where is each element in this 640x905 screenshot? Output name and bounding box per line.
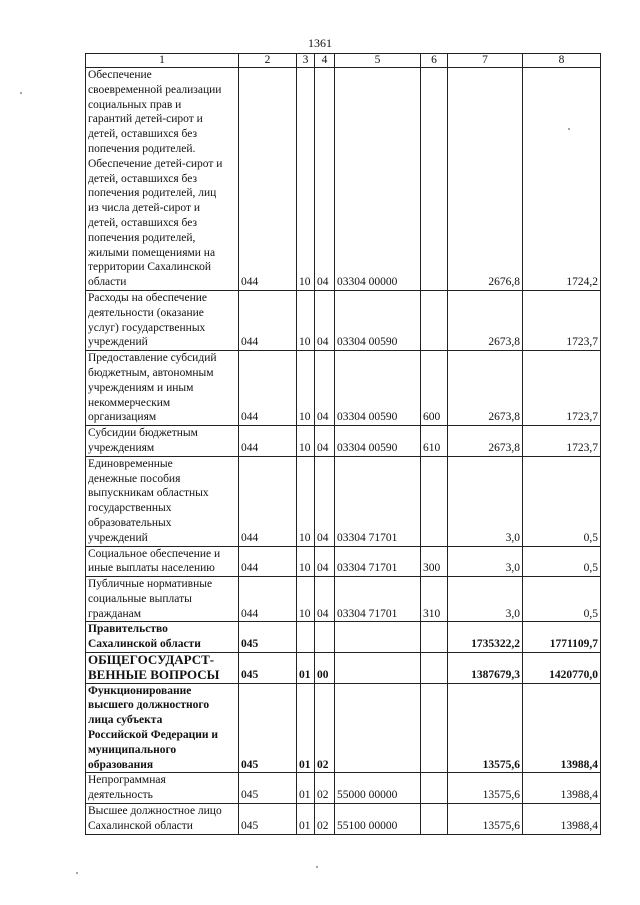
cell-c6: 310 [421, 577, 448, 622]
row-name-cell [86, 456, 239, 546]
column-header: 8 [523, 54, 601, 68]
cell-c6 [421, 653, 448, 684]
cell-c5: 55100 00000 [335, 804, 421, 835]
row-name-line: деятельность [88, 789, 153, 802]
cell-c5: 55000 00000 [335, 773, 421, 804]
cell-c4: 02 [315, 773, 335, 804]
cell-c2: 045 [239, 622, 297, 653]
table-row [86, 622, 601, 653]
row-name-cell [86, 426, 239, 457]
cell-c2: 044 [239, 577, 297, 622]
cell-c5 [335, 683, 421, 773]
cell-c4: 04 [315, 290, 335, 350]
cell-c2: 044 [239, 426, 297, 457]
table-row [86, 683, 601, 773]
cell-c6: 610 [421, 426, 448, 457]
row-name-line: Предоставление субсидий [88, 352, 217, 365]
cell-c5: 03304 00590 [335, 426, 421, 457]
cell-c3: 10 [297, 68, 315, 291]
table-row [86, 426, 601, 457]
cell-c8: 1723,7 [523, 290, 601, 350]
cell-c7: 13575,6 [448, 683, 523, 773]
cell-c7: 2673,8 [448, 351, 523, 426]
cell-c8: 1724,2 [523, 68, 601, 291]
cell-c7: 13575,6 [448, 804, 523, 835]
cell-c7: 3,0 [448, 456, 523, 546]
cell-c5: 03304 00000 [335, 68, 421, 291]
row-name-line: жилыми помещениями на [88, 246, 216, 259]
cell-c8: 0,5 [523, 546, 601, 577]
row-name-line: учреждениям и иным [88, 381, 194, 394]
cell-c3: 01 [297, 683, 315, 773]
cell-c3: 10 [297, 426, 315, 457]
cell-c3: 01 [297, 804, 315, 835]
scan-speck [316, 866, 318, 868]
row-name-line: муниципального [88, 743, 177, 756]
row-name-line: социальные выплаты [88, 592, 192, 605]
cell-c2: 045 [239, 653, 297, 684]
cell-c8: 13988,4 [523, 773, 601, 804]
row-name-line: Сахалинской области [88, 638, 201, 651]
row-name-line: детей, оставшихся без [88, 172, 198, 185]
cell-c8: 13988,4 [523, 804, 601, 835]
cell-c2: 044 [239, 456, 297, 546]
cell-c7: 2673,8 [448, 290, 523, 350]
cell-c4: 04 [315, 426, 335, 457]
row-name-line: организациям [88, 411, 157, 424]
cell-c7: 13575,6 [448, 773, 523, 804]
cell-c4: 04 [315, 546, 335, 577]
row-name-line: учреждений [88, 531, 148, 544]
cell-c7: 1735322,2 [448, 622, 523, 653]
table-row [86, 653, 601, 684]
table-body [86, 54, 601, 835]
column-header: 1 [86, 54, 239, 68]
cell-c2: 044 [239, 68, 297, 291]
cell-c3: 10 [297, 456, 315, 546]
row-name-line: образования [88, 758, 154, 771]
cell-c3: 10 [297, 351, 315, 426]
cell-c8: 1771109,7 [523, 622, 601, 653]
table-row [86, 351, 601, 426]
cell-c7: 1387679,3 [448, 653, 523, 684]
cell-c3: 10 [297, 577, 315, 622]
cell-c6 [421, 683, 448, 773]
cell-c3 [297, 622, 315, 653]
row-name-line: Высшее должностное лицо [88, 805, 222, 818]
cell-c6 [421, 804, 448, 835]
row-name-line: бюджетным, автономным [88, 366, 214, 379]
column-header: 3 [297, 54, 315, 68]
cell-c4: 02 [315, 683, 335, 773]
table-row [86, 773, 601, 804]
row-name-line: иные выплаты населению [88, 562, 215, 575]
cell-c8: 1420770,0 [523, 653, 601, 684]
cell-c3: 10 [297, 290, 315, 350]
cell-c2: 044 [239, 351, 297, 426]
cell-c6 [421, 456, 448, 546]
cell-c5: 03304 71701 [335, 456, 421, 546]
cell-c5: 03304 00590 [335, 290, 421, 350]
row-name-line: государственных [88, 502, 172, 515]
cell-c5: 03304 71701 [335, 577, 421, 622]
row-name-line: Расходы на обеспечение [88, 291, 207, 304]
row-name-line: гражданам [88, 607, 142, 620]
cell-c5: 03304 00590 [335, 351, 421, 426]
row-name-line: услуг) государственных [88, 321, 206, 334]
cell-c5: 03304 71701 [335, 546, 421, 577]
row-name-line: области [88, 276, 127, 289]
cell-c8: 0,5 [523, 456, 601, 546]
row-name-cell [86, 290, 239, 350]
row-name-cell [86, 577, 239, 622]
row-name-line: Правительство [88, 623, 168, 636]
row-name-line: Социальное обеспечение и [88, 547, 221, 560]
cell-c7: 3,0 [448, 546, 523, 577]
row-name-line: Непрограммная [88, 774, 166, 787]
cell-c4: 04 [315, 68, 335, 291]
row-name-line: выпускникам областных [88, 487, 209, 500]
cell-c7: 2673,8 [448, 426, 523, 457]
row-name-line: гарантий детей-сирот и [88, 113, 203, 126]
cell-c6 [421, 773, 448, 804]
cell-c6: 300 [421, 546, 448, 577]
row-name-line: Обеспечение [88, 69, 152, 81]
column-header: 7 [448, 54, 523, 68]
row-name-line: попечения родителей, [88, 231, 196, 244]
table-row [86, 804, 601, 835]
cell-c4 [315, 622, 335, 653]
cell-c6 [421, 622, 448, 653]
cell-c6: 600 [421, 351, 448, 426]
cell-c7: 2676,8 [448, 68, 523, 291]
cell-c7: 3,0 [448, 577, 523, 622]
row-name-cell [86, 773, 239, 804]
row-name-line: ВЕННЫЕ ВОПРОСЫ [88, 666, 220, 682]
row-name-line: Единовременные [88, 457, 173, 470]
scan-speck [20, 92, 22, 94]
row-name-line: попечения родителей, лиц [88, 187, 217, 200]
row-name-cell [86, 351, 239, 426]
cell-c3: 01 [297, 773, 315, 804]
row-name-line: учреждениям [88, 441, 155, 454]
cell-c4: 04 [315, 456, 335, 546]
cell-c8: 0,5 [523, 577, 601, 622]
row-name-line: ОБЩЕГОСУДАРСТ- [88, 652, 215, 668]
table-row [86, 456, 601, 546]
column-header: 6 [421, 54, 448, 68]
cell-c6 [421, 290, 448, 350]
row-name-line: лица субъекта [88, 714, 163, 727]
table-row [86, 546, 601, 577]
table-row [86, 577, 601, 622]
row-name-line: Субсидии бюджетным [88, 427, 198, 440]
row-name-line: социальных прав и [88, 98, 182, 111]
column-header: 5 [335, 54, 421, 68]
row-name-line: Сахалинской области [88, 819, 193, 832]
table-row [86, 290, 601, 350]
row-name-cell [86, 653, 239, 684]
cell-c2: 044 [239, 290, 297, 350]
cell-c8: 1723,7 [523, 426, 601, 457]
row-name-line: Функционирование [88, 684, 192, 697]
cell-c3: 10 [297, 546, 315, 577]
cell-c2: 044 [239, 546, 297, 577]
cell-c8: 1723,7 [523, 351, 601, 426]
row-name-cell [86, 804, 239, 835]
cell-c4: 04 [315, 577, 335, 622]
row-name-line: детей, оставшихся без [88, 128, 198, 141]
cell-c4: 04 [315, 351, 335, 426]
row-name-line: деятельности (оказание [88, 306, 204, 319]
row-name-line: денежные пособия [88, 472, 181, 485]
row-name-line: Обеспечение детей-сирот и [88, 157, 223, 170]
scan-speck [76, 872, 78, 874]
column-header: 4 [315, 54, 335, 68]
row-name-line: Публичные нормативные [88, 578, 213, 591]
row-name-cell [86, 68, 239, 291]
column-header: 2 [239, 54, 297, 68]
page-number: 1361 [308, 36, 332, 50]
row-name-line: некоммерческим [88, 396, 171, 409]
row-name-line: высшего должностного [88, 699, 210, 712]
row-name-cell [86, 622, 239, 653]
cell-c2: 045 [239, 773, 297, 804]
row-name-line: своевременной реализации [88, 83, 222, 96]
row-name-line: территории Сахалинской [88, 261, 211, 274]
row-name-line: попечения родителей. [88, 142, 196, 155]
row-name-line: детей, оставшихся без [88, 216, 198, 229]
row-name-line: из числа детей-сирот и [88, 202, 201, 215]
table-row [86, 68, 601, 291]
cell-c2: 045 [239, 683, 297, 773]
cell-c4: 02 [315, 804, 335, 835]
row-name-line: образовательных [88, 516, 172, 529]
header-row [86, 54, 601, 68]
cell-c6 [421, 68, 448, 291]
scan-speck [568, 128, 570, 130]
row-name-cell [86, 546, 239, 577]
row-name-line: учреждений [88, 336, 148, 349]
budget-table [85, 53, 601, 835]
row-name-cell [86, 683, 239, 773]
cell-c5 [335, 653, 421, 684]
cell-c4: 00 [315, 653, 335, 684]
cell-c8: 13988,4 [523, 683, 601, 773]
row-name-line: Российской Федерации и [88, 729, 219, 742]
cell-c5 [335, 622, 421, 653]
cell-c3: 01 [297, 653, 315, 684]
cell-c2: 045 [239, 804, 297, 835]
